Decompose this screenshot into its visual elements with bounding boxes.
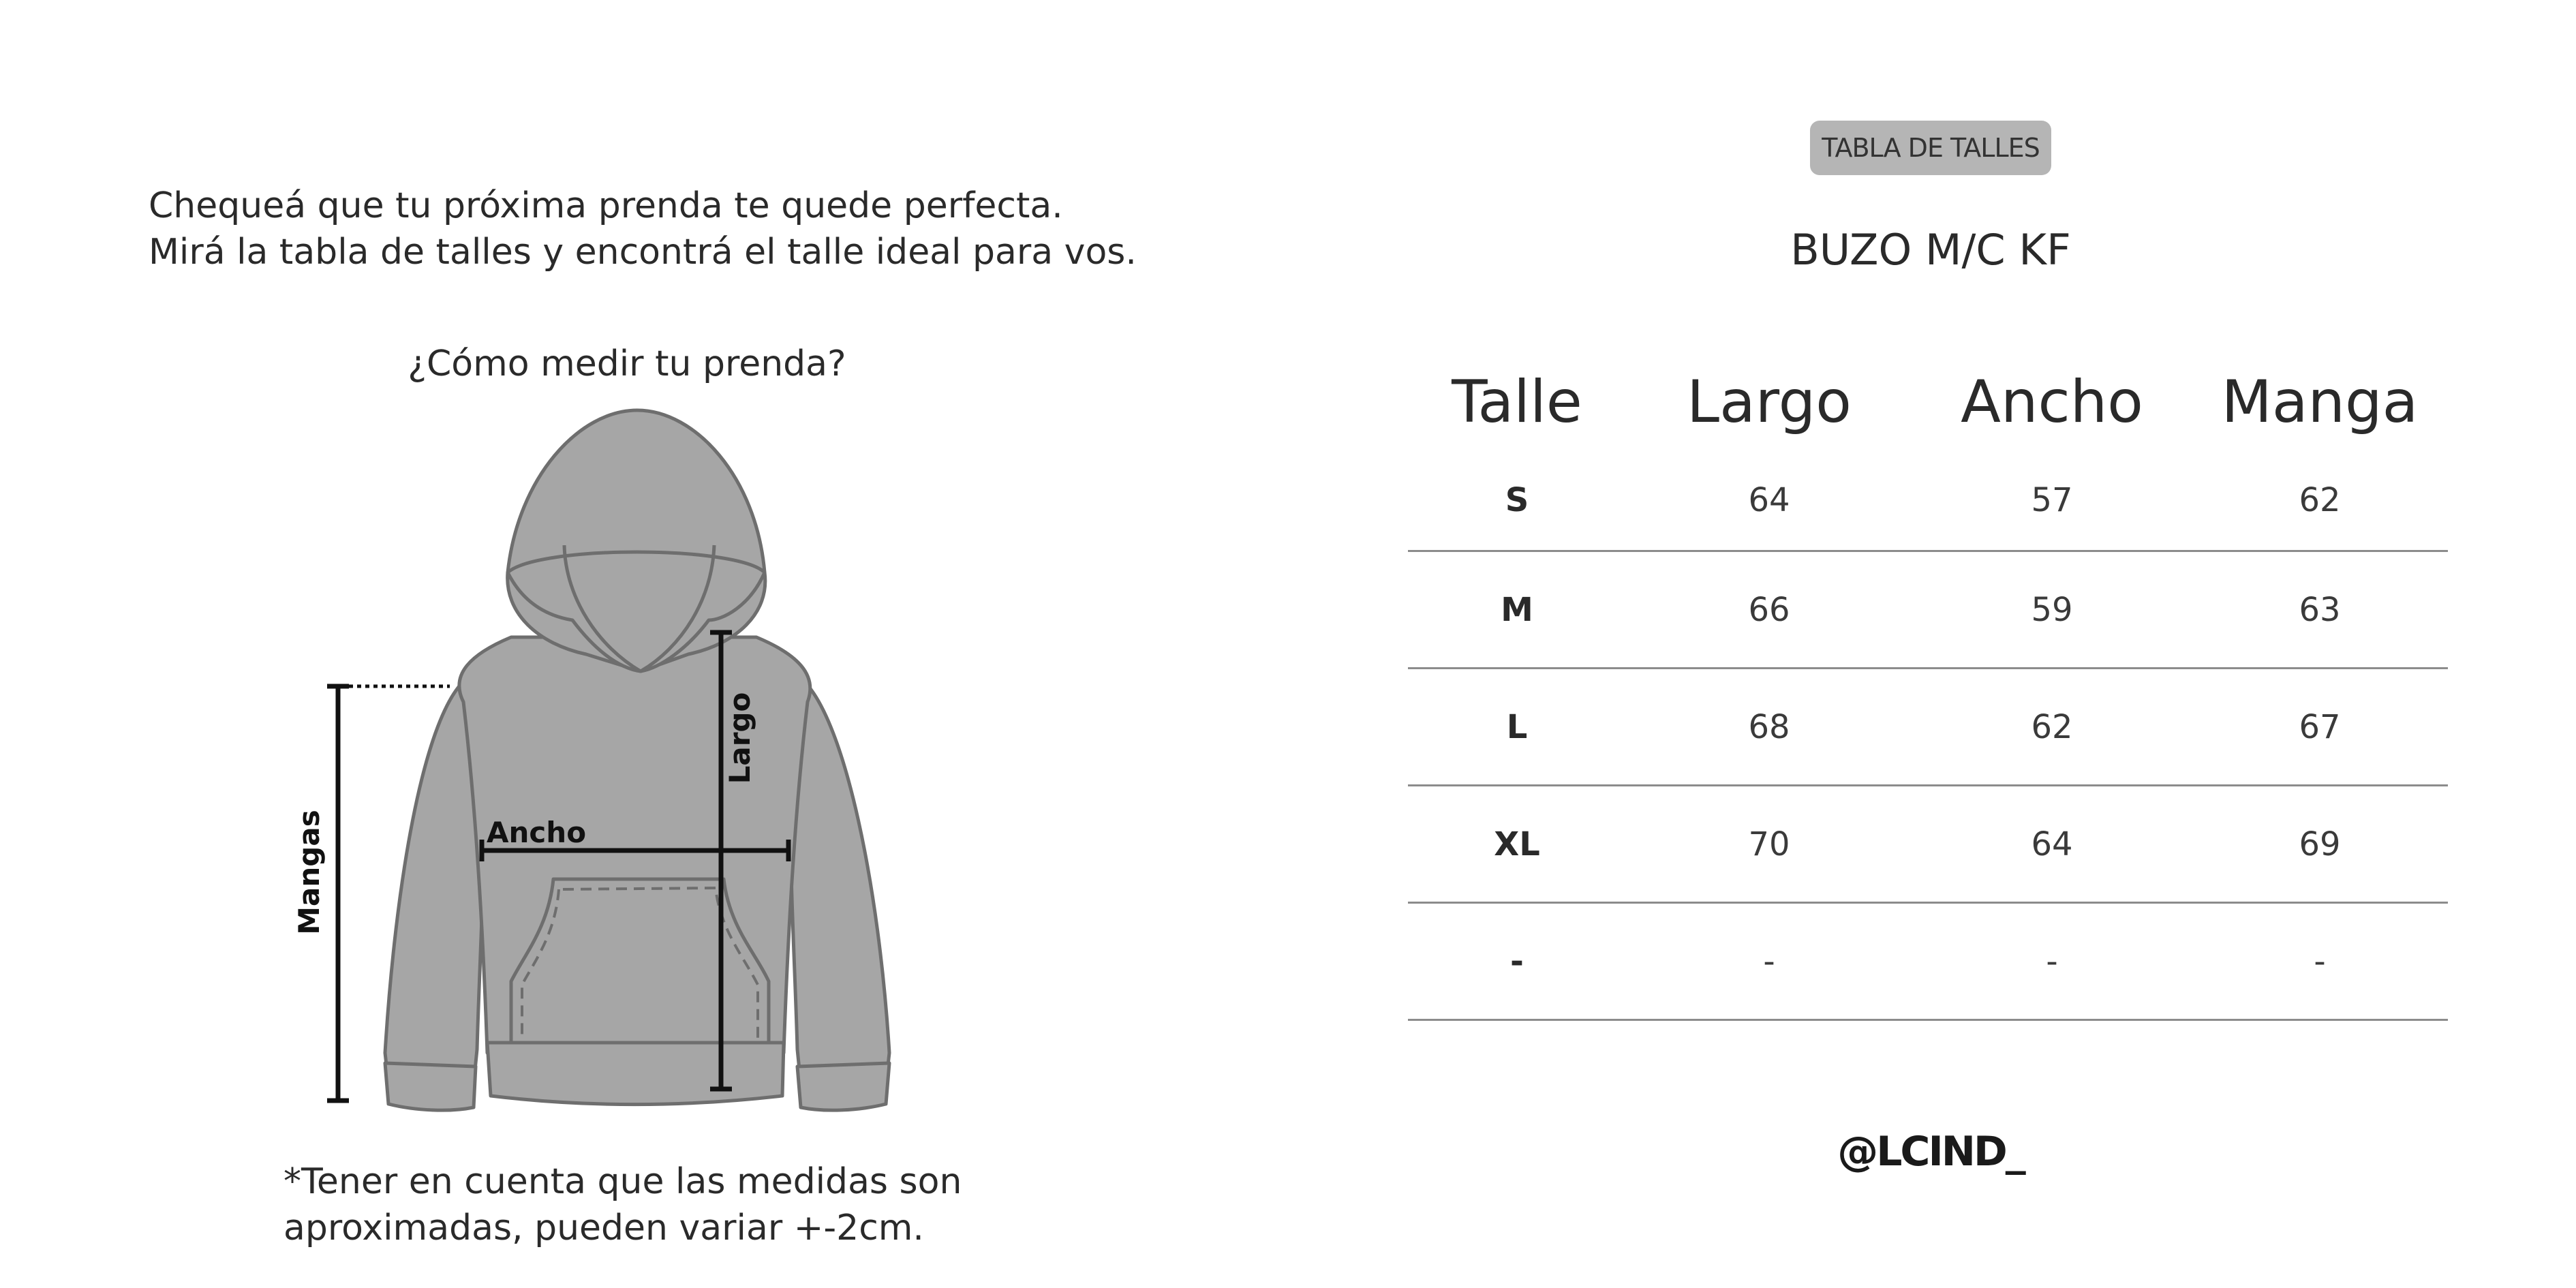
ancho-label: Ancho [487,816,587,849]
ancho-cell: 59 [2031,590,2073,629]
header-ancho: Ancho [1961,368,2143,436]
intro-line-1: Chequeá que tu próxima prenda te quede perfecta. [149,185,1063,226]
header-manga: Manga [2221,368,2419,436]
left-cuff [385,1063,476,1110]
ancho-cell: 64 [2031,825,2073,863]
mangas-label: Mangas [292,810,326,935]
largo-cell: 66 [1748,590,1790,629]
intro-text [149,183,1307,275]
table-row [1408,552,2448,669]
brand-handle: @LCIND_ [1837,1128,2024,1176]
size-cell: XL [1494,825,1540,863]
ancho-cell: 62 [2031,707,2073,746]
manga-cell: 67 [2299,707,2341,746]
size-cell: M [1501,590,1533,629]
ancho-cell: 57 [2031,480,2073,519]
manga-cell: - [2314,942,2326,981]
table-row [1408,669,2448,786]
waistband [487,1043,784,1105]
largo-cell: 64 [1748,480,1790,519]
header-talle: Talle [1452,368,1582,436]
intro-line-2: Mirá la tabla de talles y encontrá el talle ideal para vos. [149,232,1137,273]
table-row [1408,786,2448,904]
size-cell: - [1510,942,1524,981]
header-largo: Largo [1687,368,1852,436]
note-line-2: aproximadas, pueden variar +-2cm. [283,1208,924,1248]
manga-cell: 62 [2299,480,2341,519]
largo-label: Largo [723,692,756,784]
right-sleeve [791,681,889,1090]
size-chart-badge: TABLA DE TALLES [1810,121,2051,175]
product-title: BUZO M/C KF [1790,225,2071,275]
size-cell: L [1506,707,1528,746]
how-to-measure-heading: ¿Cómo medir tu prenda? [408,343,846,384]
largo-cell: 68 [1748,707,1790,746]
disclaimer-note [283,1159,1169,1251]
note-line-1: *Tener en cuenta que las medidas son [283,1161,962,1202]
table-row [1408,450,2448,552]
right-cuff [797,1063,889,1110]
table-row [1408,904,2448,1021]
pocket [511,879,769,1043]
ancho-cell: - [2046,942,2058,981]
size-cell: S [1505,480,1529,519]
largo-cell: 70 [1748,825,1790,863]
manga-cell: 63 [2299,590,2341,629]
largo-cell: - [1763,942,1775,981]
size-table [1408,354,2448,1021]
hoodie-icon [286,402,940,1124]
table-header [1408,354,2448,450]
manga-cell: 69 [2299,825,2341,863]
